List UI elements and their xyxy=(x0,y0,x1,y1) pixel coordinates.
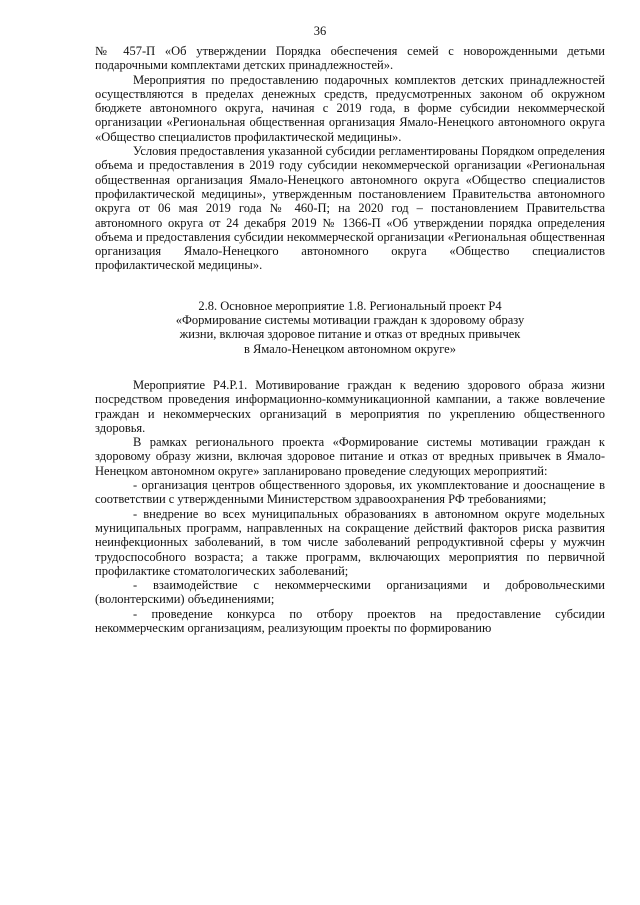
list-item-municipal-programs: - внедрение во всех муниципальных образованиях в автономном округе модельных муниципальных программ, направленных на сокращение действий факторов риска развития неинфекционных заболеваний, в том числе заболеваний репродуктивной сферы у мужчин трудоспособного возраста; а также программ, включающих мероприятия по первичной профилактике стоматологических заболеваний; xyxy=(95,506,605,578)
section-heading-line: «Формирование системы мотивации граждан к здоровому образу xyxy=(175,313,525,328)
section-heading-line: в Ямало-Ненецком автономном округе» xyxy=(244,341,456,356)
section-heading-line: жизни, включая здоровое питание и отказ от вредных привычек xyxy=(179,327,521,342)
section-heading xyxy=(95,299,605,356)
list-item-health-centers: - организация центров общественного здоровья, их укомплектование и дооснащение в соответствии с утвержденными Министерством здравоохранения РФ требованиями; xyxy=(95,478,605,507)
page-number: 36 xyxy=(313,24,327,38)
section-heading-line: 2.8. Основное мероприятие 1.8. Региональный проект Р4 xyxy=(198,298,502,313)
list-item-ngo-cooperation: - взаимодействие с некоммерческими организациями и добровольческими (волонтерскими) объединениями; xyxy=(95,578,605,607)
paragraph-order-reference: № 457-П «Об утверждении Порядка обеспечения семей с новорожденными детьми подарочными комплектами детских принадлежностей». xyxy=(95,44,605,73)
paragraph-gift-kits: Мероприятия по предоставлению подарочных комплектов детских принадлежностей осуществляются в пределах денежных средств, предусмотренных законом об окружном бюджете автономного округа, начиная с 2019 года, в форме субсидии некоммерческой организации «Региональная общественная организация Ямало-Ненецкого автономного округа «Общество специалистов профилактической медицины». xyxy=(95,72,605,144)
list-item-project-contest: - проведение конкурса по отбору проектов на предоставление субсидии некоммерческим организациям, реализующим проекты по формированию xyxy=(95,606,605,635)
paragraph-subsidy-conditions: Условия предоставления указанной субсидии регламентированы Порядком определения объема и предоставления в 2019 году субсидии некоммерческой организации «Региональная общественная организация Ямало-Ненецкого автономного округа «Общество специалистов профилактической медицины», утвержденным постановлением Правительства автономного округа от 06 мая 2019 года № 460-П; на 2020 год – постановлением Правительства автономного округа от 24 декабря 2019 № 1366-П «Об утверждении порядка определения объема и предоставления субсидии некоммерческой организации «Региональная общественная организация Ямало-Ненецкого автономного округа «Общество специалистов профилактической медицины». xyxy=(95,144,605,273)
paragraph-regional-project: В рамках регионального проекта «Формирование системы мотивации граждан к здоровому образу жизни, включая здоровое питание и отказ от вредных привычек в Ямало-Ненецком автономном округе» запланировано проведение следующих мероприятий: xyxy=(95,435,605,478)
paragraph-measure-r4: Мероприятие Р4.Р.1. Мотивирование граждан к ведению здорового образа жизни посредством проведения информационно-коммуникационной кампании, а также вовлечение граждан и некоммерческих организаций в мероприятия по укреплению общественного здоровья. xyxy=(95,377,605,435)
document-body xyxy=(95,44,605,635)
